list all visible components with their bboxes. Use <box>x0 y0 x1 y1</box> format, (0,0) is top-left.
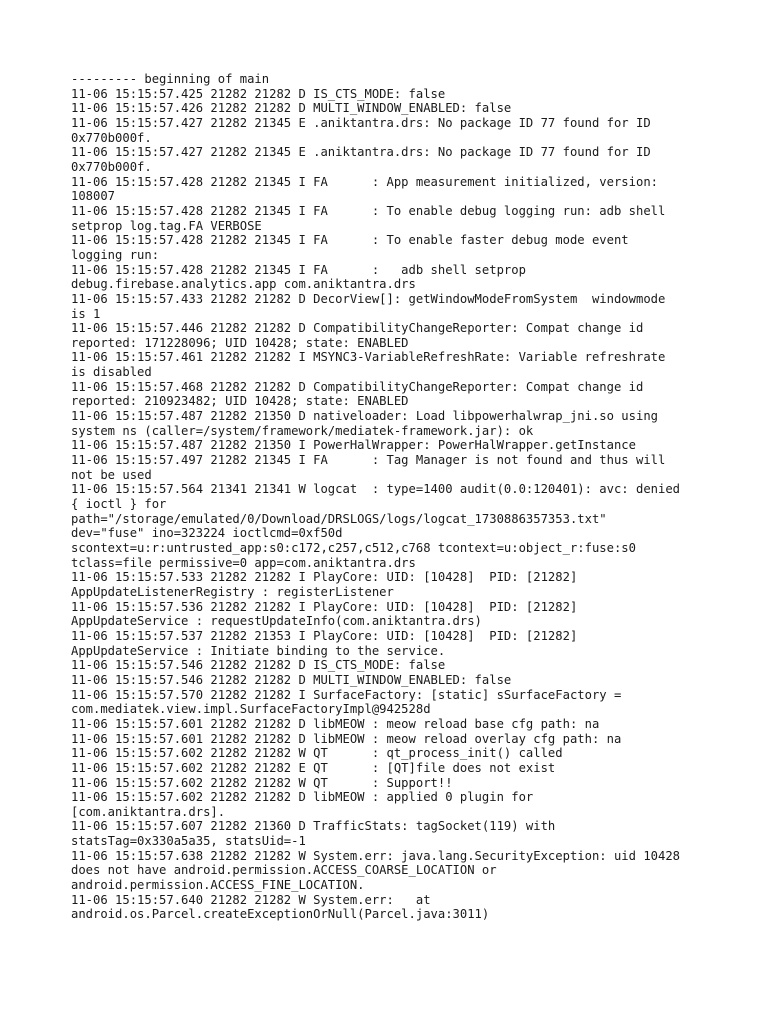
log-line: 11-06 15:15:57.602 21282 21282 W QT : Support!! <box>71 775 453 790</box>
log-line: tclass=file permissive=0 app=com.aniktantra.drs <box>71 555 416 570</box>
log-line: 11-06 15:15:57.638 21282 21282 W System.err: java.lang.SecurityException: uid 10428 <box>71 848 681 863</box>
log-line: setprop log.tag.FA VERBOSE <box>71 218 262 233</box>
log-line: reported: 171228096; UID 10428; state: ENABLED <box>71 335 409 350</box>
log-line: 11-06 15:15:57.497 21282 21345 I FA : Tag Manager is not found and thus will <box>71 453 666 468</box>
log-line: { ioctl } for <box>71 497 167 512</box>
log-line: 11-06 15:15:57.446 21282 21282 D CompatibilityChangeReporter: Compat change id <box>71 321 644 336</box>
log-line: path="/storage/emulated/0/Download/DRSLOGS/logs/logcat_1730886357353.txt" <box>71 511 607 526</box>
log-line: android.os.Parcel.createExceptionOrNull(Parcel.java:3011) <box>71 907 490 922</box>
log-line: dev="fuse" ino=323224 ioctlcmd=0xf50d <box>71 526 343 541</box>
log-line: 0x770b000f. <box>71 159 152 174</box>
log-line: 0x770b000f. <box>71 130 152 145</box>
log-line: 11-06 15:15:57.602 21282 21282 E QT : [QT]file does not exist <box>71 760 556 775</box>
log-line: 11-06 15:15:57.601 21282 21282 D libMEOW : meow reload overlay cfg path: na <box>71 731 622 746</box>
log-line: system ns (caller=/system/framework/mediatek-framework.jar): ok <box>71 423 534 438</box>
log-line: is 1 <box>71 306 101 321</box>
log-line: 11-06 15:15:57.433 21282 21282 D DecorView[]: getWindowModeFromSystem windowmode <box>71 291 666 306</box>
log-line: AppUpdateService : requestUpdateInfo(com.aniktantra.drs) <box>71 614 482 629</box>
log-line: 11-06 15:15:57.570 21282 21282 I SurfaceFactory: [static] sSurfaceFactory = <box>71 687 622 702</box>
log-document <box>71 72 761 922</box>
log-line: AppUpdateService : Initiate binding to the service. <box>71 643 446 658</box>
log-line: 11-06 15:15:57.427 21282 21345 E .aniktantra.drs: No package ID 77 found for ID <box>71 115 651 130</box>
log-line: 11-06 15:15:57.426 21282 21282 D MULTI_WINDOW_ENABLED: false <box>71 101 512 116</box>
log-line: logging run: <box>71 247 160 262</box>
log-line: AppUpdateListenerRegistry : registerListener <box>71 584 394 599</box>
log-line: 11-06 15:15:57.546 21282 21282 D IS_CTS_MODE: false <box>71 658 446 673</box>
log-line: 11-06 15:15:57.487 21282 21350 I PowerHalWrapper: PowerHalWrapper.getInstance <box>71 438 636 453</box>
log-line: [com.aniktantra.drs]. <box>71 804 226 819</box>
log-line: 11-06 15:15:57.537 21282 21353 I PlayCore: UID: [10428] PID: [21282] <box>71 628 578 643</box>
log-line: 11-06 15:15:57.533 21282 21282 I PlayCore: UID: [10428] PID: [21282] <box>71 570 578 585</box>
log-line: does not have android.permission.ACCESS_COARSE_LOCATION or <box>71 863 497 878</box>
log-line: 11-06 15:15:57.468 21282 21282 D CompatibilityChangeReporter: Compat change id <box>71 379 644 394</box>
log-line: 11-06 15:15:57.602 21282 21282 D libMEOW : applied 0 plugin for <box>71 790 534 805</box>
log-line: 11-06 15:15:57.536 21282 21282 I PlayCore: UID: [10428] PID: [21282] <box>71 599 578 614</box>
log-line: 11-06 15:15:57.428 21282 21345 I FA : To enable debug logging run: adb shell <box>71 203 666 218</box>
log-line: not be used <box>71 467 152 482</box>
log-line: is disabled <box>71 365 152 380</box>
log-line: 11-06 15:15:57.461 21282 21282 I MSYNC3-VariableRefreshRate: Variable refreshrate <box>71 350 666 365</box>
log-line: 11-06 15:15:57.607 21282 21360 D TrafficStats: tagSocket(119) with <box>71 819 556 834</box>
log-line: android.permission.ACCESS_FINE_LOCATION. <box>71 878 365 893</box>
log-line: 11-06 15:15:57.428 21282 21345 I FA : adb shell setprop <box>71 262 526 277</box>
log-line: 108007 <box>71 189 116 204</box>
log-line: 11-06 15:15:57.427 21282 21345 E .aniktantra.drs: No package ID 77 found for ID <box>71 145 651 160</box>
log-line: 11-06 15:15:57.601 21282 21282 D libMEOW : meow reload base cfg path: na <box>71 716 600 731</box>
log-line: 11-06 15:15:57.425 21282 21282 D IS_CTS_MODE: false <box>71 86 446 101</box>
log-line: 11-06 15:15:57.546 21282 21282 D MULTI_WINDOW_ENABLED: false <box>71 672 512 687</box>
log-line: com.mediatek.view.impl.SurfaceFactoryImpl@942528d <box>71 702 431 717</box>
log-line: 11-06 15:15:57.564 21341 21341 W logcat : type=1400 audit(0.0:120401): avc: denied <box>71 482 681 497</box>
log-line: 11-06 15:15:57.640 21282 21282 W System.err: at <box>71 892 431 907</box>
log-line: 11-06 15:15:57.428 21282 21345 I FA : To enable faster debug mode event <box>71 233 629 248</box>
log-line: --------- beginning of main <box>71 72 270 86</box>
log-line: 11-06 15:15:57.487 21282 21350 D nativeloader: Load libpowerhalwrap_jni.so using <box>71 409 658 424</box>
log-line: 11-06 15:15:57.428 21282 21345 I FA : App measurement initialized, version: <box>71 174 658 189</box>
log-line: reported: 210923482; UID 10428; state: ENABLED <box>71 394 409 409</box>
log-line: debug.firebase.analytics.app com.aniktantra.drs <box>71 277 416 292</box>
log-line: statsTag=0x330a5a35, statsUid=-1 <box>71 834 306 849</box>
log-line: 11-06 15:15:57.602 21282 21282 W QT : qt_process_init() called <box>71 746 563 761</box>
log-line: scontext=u:r:untrusted_app:s0:c172,c257,c512,c768 tcontext=u:object_r:fuse:s0 <box>71 541 636 555</box>
